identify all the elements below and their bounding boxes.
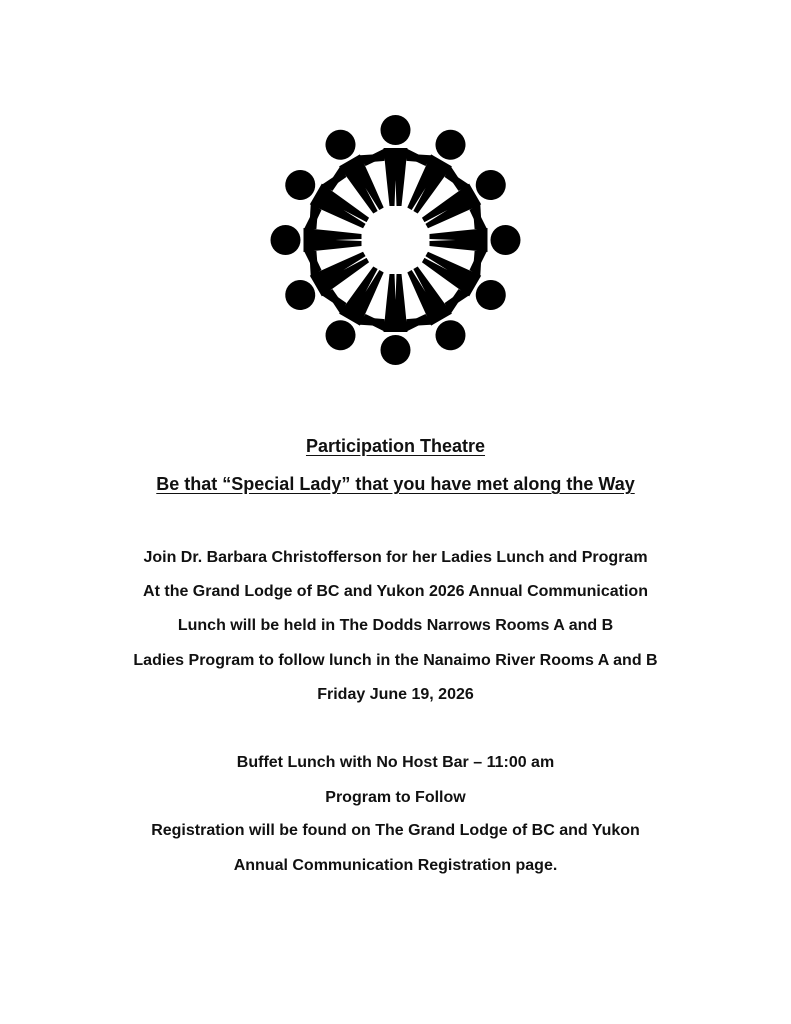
people-ring (270, 115, 521, 365)
page-subtitle: Be that “Special Lady” that you have met along the Way (156, 474, 635, 494)
schedule-line-registration-page: Annual Communication Registration page. (233, 857, 558, 874)
detail-line-program-location: Ladies Program to follow lunch in the Nanaimo River Rooms A and B (133, 652, 658, 669)
detail-line-event: At the Grand Lodge of BC and Yukon 2026 Annual Communication (143, 583, 648, 600)
schedule-line-lunch: Buffet Lunch with No Host Bar – 11:00 am (236, 754, 555, 771)
detail-line-host: Join Dr. Barbara Christofferson for her Ladies Lunch and Program (143, 549, 648, 566)
page-title: Participation Theatre (305, 436, 486, 456)
schedule-line-program: Program to Follow (325, 789, 466, 806)
people-circle-icon (255, 115, 536, 365)
schedule-line-registration: Registration will be found on The Grand Lodge of BC and Yukon (151, 822, 640, 839)
detail-line-date: Friday June 19, 2026 (317, 686, 474, 703)
detail-line-lunch-location: Lunch will be held in The Dodds Narrows Rooms A and B (177, 617, 614, 634)
